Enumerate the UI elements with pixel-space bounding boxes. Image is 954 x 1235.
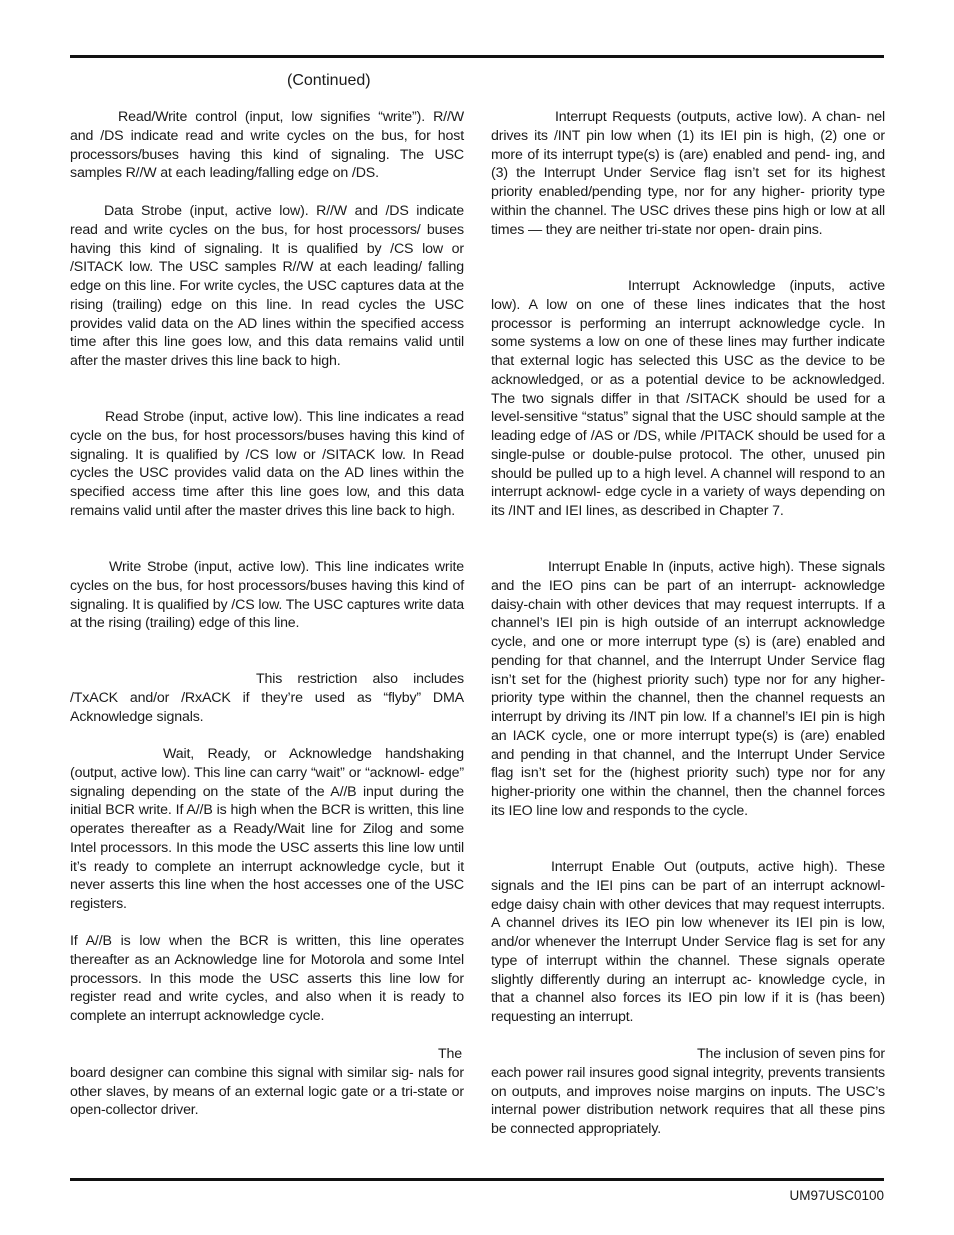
paragraph-wait-ready: Wait, Ready, or Acknowledge handshaking (output, active low). This line can carry “wait” or “acknowl- edge” signaling depending on the state of the A//B input during the initial BCR write. If A//B is high when the BCR is written, this line operates thereafter as a Ready/Wait line for Zilog and some Intel processors. In this mode the USC asserts this line low until it’s ready to complete an interrupt acknowledge cycle, but it never asserts this line when the host accesses one of the USC registers. xyxy=(70,746,464,912)
section-heading: (Continued) xyxy=(287,72,371,89)
paragraph-write-strobe: Write Strobe (input, active low). This line indicates write cycles on the bus, for host processors/buses having this kind of signaling. It is qualified by /CS low. The USC captures write data at the rising (trailing) edge of this line. xyxy=(70,559,464,632)
paragraph-data-strobe: Data Strobe (input, active low). R//W and /DS indicate read and write cycles on the bus, for host processors/ buses having this kind of signaling. It is qualified by /CS low or /SITACK low. The USC samples R//W at each leading/ falling edge on this line. For write cycles, the USC captures data at the rising (trailing) edge on this line. In read cycles the USC provides valid data on the AD lines within the specified access time after this line goes low, and this data remains valid until after the master drives this line back to high. xyxy=(70,203,464,369)
paragraph-flyby-restriction: This restriction also includes /TxACK and/or /RxACK if they’re used as “flyby” DMA Acknowledge signals. xyxy=(70,671,464,725)
document-id: UM97USC0100 xyxy=(789,1188,884,1203)
paragraph-acknowledge-mode: If A//B is low when the BCR is written, this line operates thereafter as an Acknowledge line for Motorola and some Intel processors. In this mode the USC asserts this line low for register read and write cycles, and also when it is ready to complete an interrupt acknowledge cycle. xyxy=(70,933,464,1024)
paragraph-interrupt-enable-in: Interrupt Enable In (inputs, active high). These signals and the IEO pins can be part of an interrupt- acknowledge daisy-chain with other devices that may request interrupts. If a channel’s IEI pin is high outside of an interrupt acknowledge cycle, and one or more interrupt type (s) is (are) enabled and pending for that channel, and the Interrupt Under Service flag isn’t set for the (highest priority such) type nor for any higher-priority type within the channel, then the channel requests an interrupt by driving its /INT pin low. If a channel’s IEI pin is high an IACK cycle, one or more interrupt type(s) is (are) enabled and pending in that channel, and the Interrupt Under Service flag isn’t set for the (highest priority such) type nor for any higher-priority one within the channel, then the channel forces its IEO line low and responds to the cycle. xyxy=(491,559,885,819)
paragraph-read-strobe: Read Strobe (input, active low). This line indicates a read cycle on the bus, for host processors/buses having this kind of signaling. It is qualified by /CS low or /SITACK low. In Read cycles the USC provides valid data on the AD lines within the specified access time after this line goes low, and this data remains valid until after the master drives this line back to high. xyxy=(70,409,464,519)
paragraph-interrupt-requests: Interrupt Requests (outputs, active low). A chan- nel drives its /INT pin low when (1) its IEI pin is high, (2) one or more of its interrupt type(s) is (are) enabled and pend- ing, and (3) the Interrupt Under Service flag isn’t set for its highest priority enabled/pending type, nor for any higher- priority type within the channel. The USC drives these pins high or low at all times — they are neither tri-state nor open- drain pins. xyxy=(491,109,885,238)
paragraph-board-designer: The board designer can combine this signal with similar sig- nals for other slaves, by means of an external logic gate or a tri-state or open-collector driver. xyxy=(70,1046,464,1119)
header-rule xyxy=(70,55,884,58)
paragraph-power-pins: The inclusion of seven pins for each power rail insures good signal integrity, prevents transients on outputs, and improves noise margins on inputs. The USC’s internal power distribution network requires that all these pins be connected appropriately. xyxy=(491,1046,885,1137)
paragraph-read-write: Read/Write control (input, low signifies “write”). R//W and /DS indicate read and write cycles on the bus, for host processors/buses having this kind of signaling. The USC samples R//W at each leading/falling edge on /DS. xyxy=(70,109,464,182)
paragraph-interrupt-enable-out: Interrupt Enable Out (outputs, active high). These signals and the IEI pins can be part of an interrupt acknowl- edge daisy chain with other devices that may request interrupts. A channel drives its IEO pin low whenever its IEI pin is low, and/or whenever the Interrupt Under Service flag is set for any type of interrupt within the channel. These signals operate slightly differently during an interrupt ac- knowledge cycle, in that a channel also forces its IEO pin low if it is (has been) requesting an interrupt. xyxy=(491,859,885,1025)
paragraph-interrupt-acknowledge: Interrupt Acknowledge (inputs, active low). A low on one of these lines indicates that the host processor is performing an interrupt acknowledge cycle. In some systems a low on one of these lines may further indicate that external logic has selected this USC as the device to be acknowledged, or as a potential device to be acknowledged. The two signals differ in that /SITACK should be used for a level-sensitive “status” signal that the USC should sample at the leading edge of /AS or /DS, while /PITACK should be used for a single-pulse or double-pulse protocol. The other, unused pin should be pulled up to a high level. A channel will respond to an interrupt acknowl- edge cycle in a variety of ways depending on its /INT and IEI lines, as described in Chapter 7. xyxy=(491,278,885,519)
footer-rule xyxy=(70,1178,884,1181)
